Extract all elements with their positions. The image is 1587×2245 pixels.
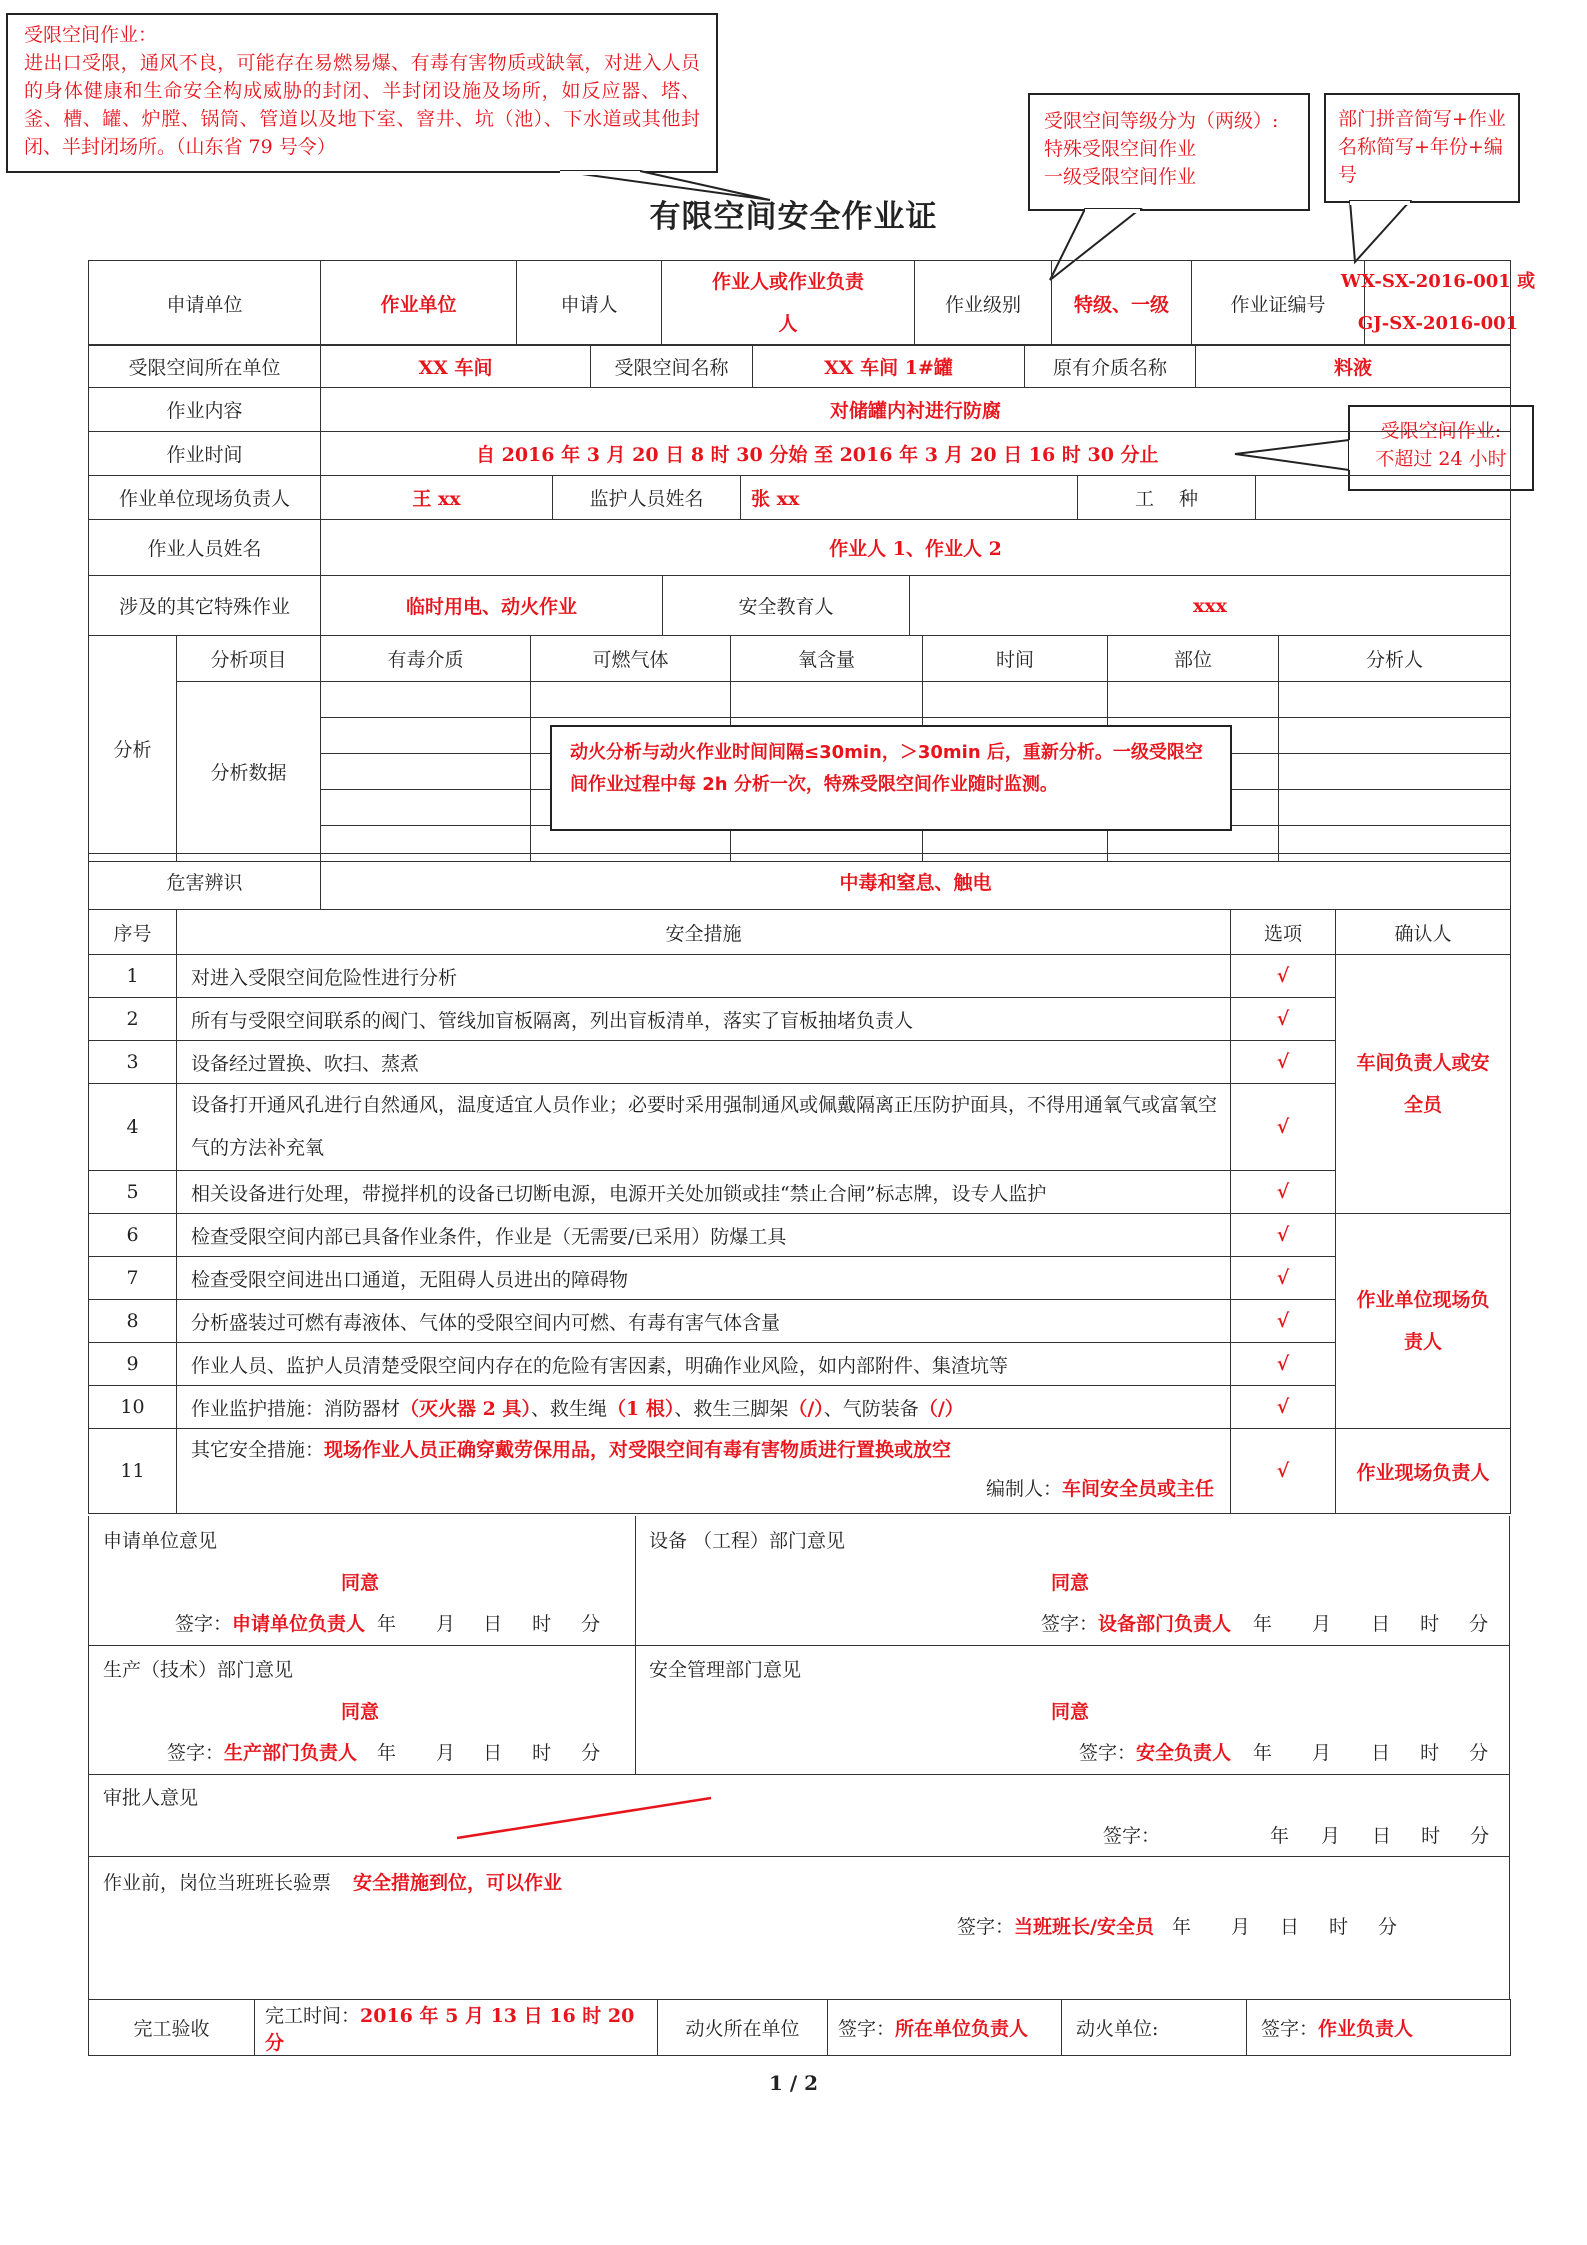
- sign-value: 所在单位负责人: [895, 2018, 1029, 2040]
- pre-work-row: [103, 1868, 562, 1895]
- date-year: 年: [1253, 1613, 1273, 1635]
- completion-row: [88, 1999, 1511, 2056]
- analysis-cell[interactable]: [1108, 682, 1279, 718]
- callout-text: 进出口受限，通风不良，可能存在易燃易爆、有毒有害物质或缺氧，对进入人员的身体健康和生命安全构成威胁的封闭、半封闭设施及场所，如反应器、塔、釜、槽、罐、炉膛、锅筒、管道以及地下室、窨井、坑（池）、下水道或其他封闭、半封闭场所。（山东省 79 号令）: [24, 52, 700, 158]
- opinions-section: [88, 1516, 1510, 2000]
- date-minute: 分: [581, 1742, 601, 1764]
- date-minute: 分: [1378, 1916, 1398, 1938]
- time-label: 作业时间: [89, 432, 321, 476]
- page-title: 有限空间安全作业证: [649, 199, 938, 235]
- content-value: 对储罐内衬进行防腐: [321, 388, 1511, 432]
- callout-line: 特殊受限空间作业: [1044, 138, 1197, 160]
- safety-opinion-label: 安全管理部门意见: [649, 1659, 802, 1681]
- confirm-person-2: 作业单位现场负责人: [1336, 1214, 1511, 1429]
- date-day: 日: [1371, 1613, 1391, 1635]
- measure-no: 7: [89, 1257, 177, 1300]
- measure-text: 所有与受限空间联系的阀门、管线加盲板隔离，列出盲板清单，落实了盲板抽堵负责人: [177, 998, 1231, 1041]
- date-year: 年: [377, 1742, 397, 1764]
- completion-sign-2: [1247, 2000, 1511, 2056]
- date-month: 月: [1312, 1742, 1332, 1764]
- measures-header-measure: 安全措施: [177, 910, 1231, 955]
- safety-opinion-value: 同意: [1051, 1701, 1090, 1723]
- apply-sign-row: [175, 1609, 600, 1636]
- analysis-cell[interactable]: [1279, 754, 1511, 790]
- measure-text: 对进入受限空间危险性进行分析: [177, 955, 1231, 998]
- measure-no: 1: [89, 955, 177, 998]
- completion-time-value: 2016 年 5 月 13 日 16 时 20 分: [265, 2004, 635, 2054]
- date-month: 月: [1312, 1613, 1332, 1635]
- date-day: 日: [483, 1742, 503, 1764]
- space-name-value: XX 车间 1#罐: [753, 345, 1025, 388]
- date-hour: 时: [532, 1613, 552, 1635]
- completion-time-label: 完工时间：: [265, 2004, 361, 2027]
- monitor-label: 监护人员姓名: [553, 476, 741, 520]
- measure-check[interactable]: √: [1231, 1171, 1336, 1214]
- measure-check[interactable]: √: [1231, 1084, 1336, 1171]
- measure-no: 6: [89, 1214, 177, 1257]
- monitor-value: 张 xx: [741, 476, 1078, 520]
- analysis-col-time: 时间: [923, 636, 1108, 682]
- sign-label: 签字：: [167, 1742, 225, 1764]
- approver-opinion-label: 审批人意见: [103, 1787, 199, 1809]
- measure-11-line: [191, 1435, 1226, 1462]
- level-label: 作业级别: [915, 261, 1052, 346]
- site-leader-value: 王 xx: [321, 476, 553, 520]
- pre-work-value: 安全措施到位，可以作业: [353, 1872, 563, 1894]
- sign-value: 生产部门负责人: [224, 1742, 358, 1764]
- measure-no: 3: [89, 1041, 177, 1084]
- measure-10-gas: （/）: [918, 1397, 964, 1420]
- analysis-col-analyst: 分析人: [1279, 636, 1511, 682]
- measure-no: 9: [89, 1343, 177, 1386]
- applicant-value: 作业人或作业负责人: [662, 261, 915, 346]
- date-hour: 时: [1421, 1825, 1441, 1847]
- trade-value: [1256, 476, 1511, 520]
- equip-sign-row: [1041, 1609, 1488, 1636]
- header-row-1: [88, 260, 1536, 346]
- workers-value: 作业人 1、作业人 2: [321, 520, 1511, 576]
- header-row-7: [88, 575, 1511, 636]
- date-minute: 分: [1470, 1825, 1490, 1847]
- date-year: 年: [377, 1613, 397, 1635]
- apply-unit-value: 作业单位: [321, 261, 517, 346]
- fire-dept-label: 动火单位:: [1062, 2000, 1247, 2056]
- permit-no-label: 作业证编号: [1192, 261, 1365, 346]
- analysis-cell[interactable]: [321, 682, 531, 718]
- workers-label: 作业人员姓名: [89, 520, 321, 576]
- author-value: 车间安全员或主任: [1061, 1478, 1214, 1500]
- measures-table: [88, 909, 1511, 1514]
- measure-check[interactable]: √: [1231, 1386, 1336, 1429]
- prod-sign-row: [167, 1738, 600, 1765]
- date-month: 月: [436, 1613, 456, 1635]
- measure-10-rope: （1 根）: [606, 1397, 675, 1420]
- analysis-cell[interactable]: [531, 682, 731, 718]
- measures-header-no: 序号: [89, 910, 177, 955]
- callout-analysis-interval: [550, 725, 1232, 831]
- space-unit-value: XX 车间: [321, 345, 591, 388]
- equip-opinion-value: 同意: [1051, 1572, 1090, 1594]
- content-label: 作业内容: [89, 388, 321, 432]
- measure-no: 4: [89, 1084, 177, 1171]
- measure-check[interactable]: √: [1231, 1343, 1336, 1386]
- measure-text-11: [177, 1429, 1231, 1514]
- sign-label: 签字：: [1041, 1613, 1099, 1635]
- space-unit-label: 受限空间所在单位: [89, 345, 321, 388]
- measure-text: 分析盛装过可燃有毒液体、气体的受限空间内可燃、有毒有害气体含量: [177, 1300, 1231, 1343]
- measure-text: 设备打开通风孔进行自然通风，温度适宜人员作业；必要时采用强制通风或佩戴隔离正压防护面具，不得用通氧气或富氧空气的方法补充氧: [177, 1084, 1231, 1171]
- date-minute: 分: [581, 1613, 601, 1635]
- date-day: 日: [1280, 1916, 1300, 1938]
- measure-check[interactable]: √: [1231, 1300, 1336, 1343]
- measure-check[interactable]: √: [1231, 998, 1336, 1041]
- completion-label: 完工验收: [89, 2000, 255, 2056]
- educator-value: xxx: [910, 576, 1511, 636]
- sign-value: 设备部门负责人: [1098, 1613, 1232, 1635]
- applicant-label: 申请人: [517, 261, 662, 346]
- date-month: 月: [436, 1742, 456, 1764]
- date-minute: 分: [1469, 1742, 1489, 1764]
- date-hour: 时: [1420, 1742, 1440, 1764]
- special-work-label: 涉及的其它特殊作业: [89, 576, 321, 636]
- prod-opinion-value: 同意: [341, 1701, 380, 1723]
- header-row-2: [88, 344, 1511, 388]
- measure-10-part: 、救生绳: [530, 1397, 607, 1420]
- measure-10-extinguisher: （灭火器 2 具）: [400, 1397, 531, 1420]
- callout-line: 受限空间作业:: [1380, 420, 1502, 442]
- analysis-col-flammable: 可燃气体: [531, 636, 731, 682]
- permit-no-text: WX-SX-2016-001 或 GJ-SX-2016-001: [1340, 271, 1536, 334]
- fire-location-unit-label: 动火所在单位: [658, 2000, 828, 2056]
- measure-11-label: 其它安全措施：: [191, 1439, 325, 1461]
- callout-line: 受限空间等级分为（两级）:: [1044, 110, 1279, 132]
- analysis-col-toxic: 有毒介质: [321, 636, 531, 682]
- callout-text: 部门拼音简写+作业名称简写+年份+编号: [1338, 108, 1506, 186]
- confirm-person-3: 作业现场负责人: [1336, 1429, 1511, 1514]
- apply-unit-label: 申请单位: [89, 261, 321, 346]
- measure-text-10: [177, 1386, 1231, 1429]
- measure-text: 相关设备进行处理，带搅拌机的设备已切断电源，电源开关处加锁或挂“禁止合闸”标志牌，设专人监护: [177, 1171, 1231, 1214]
- equip-opinion-label: 设备 （工程）部门意见: [649, 1530, 846, 1552]
- measure-10-part: 作业监护措施：消防器材: [191, 1397, 401, 1420]
- analysis-col-oxygen: 氧含量: [731, 636, 923, 682]
- date-month: 月: [1321, 1825, 1341, 1847]
- analysis-cell[interactable]: [1279, 718, 1511, 754]
- measure-no: 2: [89, 998, 177, 1041]
- analysis-cell[interactable]: [321, 718, 531, 754]
- prod-opinion-label: 生产（技术）部门意见: [103, 1659, 294, 1681]
- approver-sign-row: [1103, 1821, 1489, 1848]
- header-row-5: [88, 475, 1511, 520]
- measure-10-part: 、救生三脚架: [674, 1397, 789, 1420]
- confirm-person-1: 车间负责人或安全员: [1336, 955, 1511, 1214]
- measure-check[interactable]: √: [1231, 1429, 1336, 1514]
- safety-sign-row: [1079, 1738, 1488, 1765]
- analysis-cell[interactable]: [321, 790, 531, 826]
- pre-work-label: 作业前，岗位当班班长验票: [103, 1872, 332, 1894]
- date-day: 日: [483, 1613, 503, 1635]
- measure-check[interactable]: √: [1231, 955, 1336, 998]
- measure-text: 检查受限空间内部已具备作业条件，作业是（无需要/已采用）防爆工具: [177, 1214, 1231, 1257]
- trade-label: 工 种: [1078, 476, 1256, 520]
- date-day: 日: [1371, 1742, 1391, 1764]
- medium-label: 原有介质名称: [1025, 345, 1196, 388]
- sign-value: 安全负责人: [1136, 1742, 1232, 1764]
- measures-header-option: 选项: [1231, 910, 1336, 955]
- hazard-label: 危害辨识: [89, 854, 321, 910]
- sign-value: 申请单位负责人: [232, 1613, 366, 1635]
- sign-label: 签字：: [175, 1613, 233, 1635]
- measure-no: 10: [89, 1386, 177, 1429]
- callout-title: 受限空间作业：: [24, 24, 158, 46]
- sign-value: 作业负责人: [1318, 2018, 1414, 2040]
- measure-check[interactable]: √: [1231, 1257, 1336, 1300]
- measure-no: 8: [89, 1300, 177, 1343]
- sign-label: 签字：: [1103, 1825, 1161, 1847]
- measure-text: 设备经过置换、吹扫、蒸煮: [177, 1041, 1231, 1084]
- pre-sign-row: [957, 1912, 1397, 1939]
- sign-label: 签字：: [957, 1916, 1015, 1938]
- author-label: 编制人：: [985, 1478, 1062, 1500]
- hazard-value: 中毒和窒息、触电: [321, 854, 1511, 910]
- sign-label: 签字：: [1079, 1742, 1137, 1764]
- time-value: 自 2016 年 3 月 20 日 8 时 30 分始 至 2016 年 3 月 20 日 16 时 30 分止: [321, 432, 1511, 476]
- date-hour: 时: [532, 1742, 552, 1764]
- date-hour: 时: [1420, 1613, 1440, 1635]
- analysis-col-location: 部位: [1108, 636, 1279, 682]
- measure-text: 检查受限空间进出口通道，无阻碍人员进出的障碍物: [177, 1257, 1231, 1300]
- analysis-cell[interactable]: [1279, 682, 1511, 718]
- measures-header-confirm: 确认人: [1336, 910, 1511, 955]
- special-work-value: 临时用电、动火作业: [321, 576, 663, 636]
- analysis-data-label: 分析数据: [177, 682, 321, 862]
- measure-check[interactable]: √: [1231, 1041, 1336, 1084]
- page-number: 1 / 2: [768, 2071, 819, 2095]
- space-name-label: 受限空间名称: [591, 345, 753, 388]
- date-year: 年: [1171, 1916, 1191, 1938]
- measure-no: 11: [89, 1429, 177, 1514]
- sign-value: 当班班长/安全员: [1014, 1916, 1154, 1938]
- educator-label: 安全教育人: [663, 576, 910, 636]
- permit-no-value: [1340, 261, 1536, 346]
- apply-opinion-value: 同意: [341, 1572, 380, 1594]
- header-row-3: [88, 387, 1511, 476]
- measure-10-part: 、气防装备: [823, 1397, 919, 1420]
- sign-label: 签字：: [838, 2018, 896, 2040]
- callout-line: 不超过 24 小时: [1375, 448, 1507, 470]
- analysis-cell[interactable]: [923, 682, 1108, 718]
- callout-line: 一级受限空间作业: [1044, 166, 1197, 188]
- date-hour: 时: [1329, 1916, 1349, 1938]
- date-day: 日: [1372, 1825, 1392, 1847]
- strike-line: [449, 1790, 809, 1850]
- measure-11-author: [191, 1474, 1226, 1501]
- measure-check[interactable]: √: [1231, 1214, 1336, 1257]
- analysis-cell[interactable]: [1279, 790, 1511, 826]
- hazard-row: [88, 853, 1511, 910]
- header-row-6: [88, 519, 1511, 576]
- analysis-cell[interactable]: [731, 682, 923, 718]
- measure-11-value: 现场作业人员正确穿戴劳保用品，对受限空间有毒有害物质进行置换或放空: [324, 1439, 952, 1461]
- date-year: 年: [1253, 1742, 1273, 1764]
- apply-opinion-label: 申请单位意见: [103, 1530, 218, 1552]
- medium-value: 料液: [1196, 345, 1511, 388]
- level-value: 特级、一级: [1052, 261, 1192, 346]
- analysis-cell[interactable]: [321, 754, 531, 790]
- analysis-items-label: 分析项目: [177, 636, 321, 682]
- measure-10-tripod: （/）: [788, 1397, 824, 1420]
- sign-label: 签字：: [1261, 2018, 1319, 2040]
- date-minute: 分: [1469, 1613, 1489, 1635]
- date-month: 月: [1230, 1916, 1250, 1938]
- site-leader-label: 作业单位现场负责人: [89, 476, 321, 520]
- measure-no: 5: [89, 1171, 177, 1214]
- date-year: 年: [1270, 1825, 1290, 1847]
- completion-time: [255, 2000, 658, 2056]
- callout-text: 动火分析与动火作业时间间隔≤30min，＞30min 后，重新分析。一级受限空间作业过程中每 2h 分析一次，特殊受限空间作业随时监测。: [570, 742, 1203, 795]
- completion-sign-1: [828, 2000, 1062, 2056]
- measure-text: 作业人员、监护人员清楚受限空间内存在的危险有害因素，明确作业风险，如内部附件、集渣坑等: [177, 1343, 1231, 1386]
- analysis-label: 分析: [89, 636, 177, 862]
